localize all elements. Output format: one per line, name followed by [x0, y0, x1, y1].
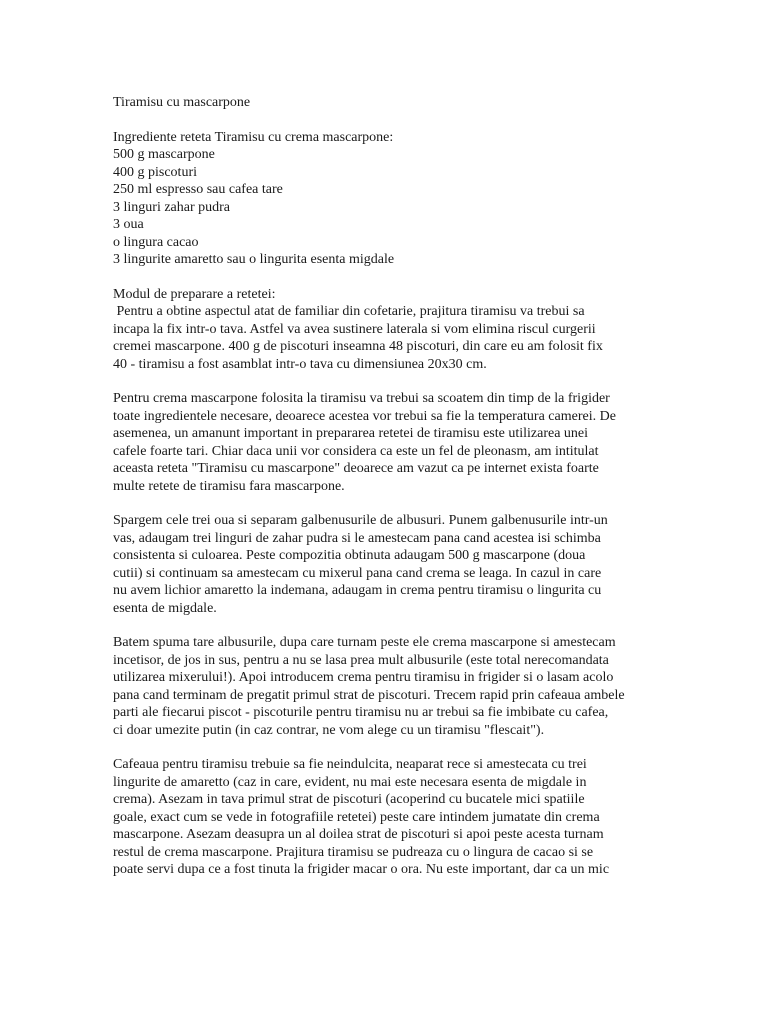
ingredient-item: 400 g piscoturi: [113, 164, 197, 180]
ingredients-section: [113, 129, 658, 269]
paragraph-line: vas, adaugam trei linguri de zahar pudra si le amestecam pana cand acestea isi schimba: [113, 530, 601, 546]
paragraph-line: incetisor, de jos in sus, pentru a nu se lasa prea mult albusurile (este total nerecomandata: [113, 652, 609, 668]
paragraph-line: Spargem cele trei oua si separam galbenusurile de albusuri. Punem galbenusurile intr-un: [113, 513, 608, 528]
paragraph-line: consistenta si culoarea. Peste compozitia obtinuta adaugam 500 g mascarpone (doua: [113, 548, 586, 563]
ingredient-item: 3 oua: [113, 217, 144, 232]
ingredient-item: 250 ml espresso sau cafea tare: [113, 182, 283, 197]
paragraph-line: utilizarea mixerului!). Apoi introducem crema pentru tiramisu in frigider si o lasam acolo: [113, 670, 614, 685]
preparation-paragraph: [113, 512, 658, 617]
paragraph-line: goale, exact cum se vede in fotografiile retetei) peste care intindem jumatate din crema: [113, 809, 600, 825]
paragraph-line: aceasta reteta "Tiramisu cu mascarpone" deoarece am vazut ca pe internet exista foarte: [113, 461, 599, 476]
document-body: [113, 94, 658, 896]
recipe-title: Tiramisu cu mascarpone: [113, 95, 251, 110]
paragraph-line: incapa la fix intr-o tava. Astfel va avea sustinere laterala si vom elimina riscul curgerii: [113, 321, 596, 337]
preparation-paragraph: [113, 286, 658, 374]
paragraph-line: Pentru crema mascarpone folosita la tiramisu va trebui sa scoatem din timp de la frigider: [113, 391, 610, 406]
preparation-paragraph: [113, 390, 658, 495]
ingredient-item: 3 lingurite amaretto sau o lingurita esenta migdale: [113, 252, 395, 267]
paragraph-line: Pentru a obtine aspectul atat de familiar din cofetarie, prajitura tiramisu va trebui sa: [113, 304, 585, 319]
ingredient-item: 500 g mascarpone: [113, 147, 215, 162]
paragraph-line: toate ingredientele necesare, deoarece acestea vor trebui sa fie la temperatura camerei. De: [113, 408, 616, 424]
paragraph-line: pana cand terminam de pregatit primul strat de piscoturi. Trecem rapid prin cafeaua ambele: [113, 687, 625, 703]
paragraph-line: restul de crema mascarpone. Prajitura tiramisu se pudreaza cu o lingura de cacao si se: [113, 844, 594, 860]
preparation-paragraph: [113, 756, 658, 879]
paragraph-line: mascarpone. Asezam deasupra un al doilea strat de piscoturi si apoi peste acesta turnam: [113, 827, 604, 842]
paragraph-line: lingurite de amaretto (caz in care, evident, nu mai este necesara esenta de migdale in: [113, 774, 587, 790]
preparation-heading: Modul de preparare a retetei:: [113, 286, 276, 302]
paragraph-line: asemenea, un amanunt important in prepararea retetei de tiramisu este utilizarea unei: [113, 426, 589, 441]
ingredient-item: o lingura cacao: [113, 234, 199, 250]
paragraph-line: cremei mascarpone. 400 g de piscoturi inseamna 48 piscoturi, din care eu am folosit fix: [113, 339, 603, 354]
paragraph-line: Batem spuma tare albusurile, dupa care turnam peste ele crema mascarpone si amestecam: [113, 635, 616, 650]
paragraph-line: multe retete de tiramisu fara mascarpone.: [113, 478, 345, 494]
paragraph-line: 40 - tiramisu a fost asamblat intr-o tava cu dimensiunea 20x30 cm.: [113, 356, 487, 372]
paragraph-line: crema). Asezam in tava primul strat de piscoturi (acoperind cu bucatele mici spatiile: [113, 792, 585, 807]
paragraph-line: nu avem lichior amaretto la indemana, adaugam in crema pentru tiramisu o lingurita cu: [113, 583, 602, 598]
ingredient-item: 3 linguri zahar pudra: [113, 199, 231, 215]
paragraph-line: esenta de migdale.: [113, 600, 217, 616]
ingredients-heading: Ingrediente reteta Tiramisu cu crema mascarpone:: [113, 129, 394, 145]
paragraph-line: cafele foarte tari. Chiar daca unii vor considera ca este un fel de pleonasm, am intitulat: [113, 443, 599, 459]
paragraph-line: Cafeaua pentru tiramisu trebuie sa fie neindulcita, neaparat rece si amestecata cu trei: [113, 757, 587, 772]
paragraph-line: parti ale fiecarui piscot - piscoturile pentru tiramisu nu ar trebui sa fie imbibate cu cafea,: [113, 705, 609, 720]
preparation-paragraph: [113, 634, 658, 739]
paragraph-line: ci doar umezite putin (in caz contrar, ne vom alege cu un tiramisu "flescait").: [113, 722, 545, 738]
paragraph-line: poate servi dupa ce a fost tinuta la frigider macar o ora. Nu este important, dar ca un mic: [113, 862, 610, 877]
paragraph-line: cutii) si continuam sa amestecam cu mixerul pana cand crema se leaga. In cazul in care: [113, 565, 602, 581]
